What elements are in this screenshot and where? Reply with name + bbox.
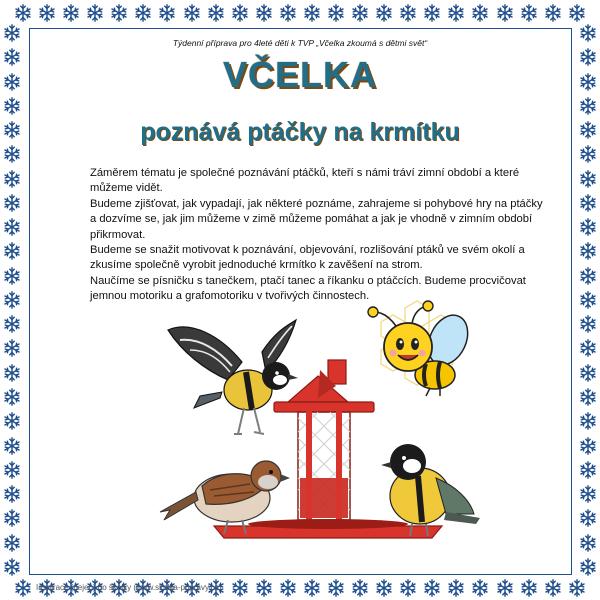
- snowflake-icon: [423, 4, 441, 22]
- snowflake-icon: [255, 579, 273, 597]
- paragraph: Budeme zjišťovat, jak vypadají, jak některé poznáme, zahrajeme si pohybové hry na ptáčky a dozvíme se, jak jim můžeme v zimě můžeme pomáhat a jak je vhodně v zimním období přikrmovat.: [90, 197, 543, 241]
- snowflake-icon: [399, 4, 417, 22]
- snowflake-icon: [3, 170, 21, 188]
- snowflake-icon: [579, 558, 597, 576]
- intro-text: [90, 166, 550, 305]
- snowflake-icon: [496, 4, 514, 22]
- snowflake-icon: [158, 4, 176, 22]
- snowflake-icon: [579, 170, 597, 188]
- snowflake-icon: [3, 388, 21, 406]
- snowflake-icon: [86, 4, 104, 22]
- snowflake-icon: [544, 4, 562, 22]
- snowflake-icon: [38, 4, 56, 22]
- snowflake-icon: [579, 218, 597, 236]
- snowflake-icon: [3, 558, 21, 576]
- snowflake-icon: [544, 579, 562, 597]
- snowflake-icon: [3, 242, 21, 260]
- great-tit-flying-icon: [168, 320, 298, 434]
- snowflake-icon: [3, 485, 21, 503]
- snowflake-icon: [279, 4, 297, 22]
- snowflake-icon: [183, 4, 201, 22]
- snowflake-icon: [423, 579, 441, 597]
- snowflake-icon: [3, 97, 21, 115]
- snowflake-icon: [471, 4, 489, 22]
- snowflake-icon: [3, 461, 21, 479]
- snowflake-icon: [231, 4, 249, 22]
- snowflake-icon: [579, 242, 597, 260]
- snowflake-icon: [579, 364, 597, 382]
- snowflake-icon: [579, 412, 597, 430]
- snowflake-icon: [579, 388, 597, 406]
- snowflake-icon: [351, 4, 369, 22]
- snowflake-icon: [579, 145, 597, 163]
- snowflake-icon: [568, 4, 586, 22]
- snowflake-icon: [3, 267, 21, 285]
- snowflake-icon: [520, 4, 538, 22]
- snowflake-border-right: [577, 24, 599, 576]
- snowflake-icon: [579, 534, 597, 552]
- snowflake-icon: [375, 4, 393, 22]
- snowflake-icon: [279, 579, 297, 597]
- snowflake-icon: [579, 339, 597, 357]
- snowflake-icon: [375, 579, 393, 597]
- snowflake-icon: [579, 97, 597, 115]
- page-subtitle: poznává ptáčky na krmítku: [140, 118, 460, 146]
- snowflake-icon: [3, 412, 21, 430]
- snowflake-icon: [579, 315, 597, 333]
- snowflake-icon: [134, 4, 152, 22]
- snowflake-icon: [3, 291, 21, 309]
- paragraph: Naučíme se písničku s tanečkem, ptačí tanec a říkanku o ptáčcích. Budeme procvičovat jemnou motoriku a grafomotoriku v tvořivých činnostech.: [90, 274, 526, 303]
- snowflake-icon: [3, 145, 21, 163]
- snowflake-icon: [351, 579, 369, 597]
- snowflake-icon: [3, 437, 21, 455]
- page-title: VČELKA: [222, 54, 377, 95]
- snowflake-icon: [399, 579, 417, 597]
- snowflake-icon: [496, 579, 514, 597]
- snowflake-icon: [579, 461, 597, 479]
- snowflake-border-left: [1, 24, 23, 576]
- snowflake-icon: [579, 509, 597, 527]
- snowflake-icon: [3, 509, 21, 527]
- snowflake-icon: [327, 4, 345, 22]
- snowflake-icon: [3, 364, 21, 382]
- snowflake-icon: [3, 534, 21, 552]
- snowflake-icon: [3, 194, 21, 212]
- snowflake-icon: [579, 267, 597, 285]
- snowflake-icon: [579, 485, 597, 503]
- snowflake-border-top: [14, 2, 586, 24]
- snowflake-icon: [14, 4, 32, 22]
- snowflake-icon: [303, 4, 321, 22]
- weekly-plan-caption: Týdenní příprava pro 4leté děti k TVP „Včelka zkoumá s dětmi svět“: [172, 38, 428, 48]
- snowflake-icon: [62, 4, 80, 22]
- paragraph: Budeme se snažit motivovat k poznávání, objevování, rozlišování ptáků ve svém okolí a zkusíme společně vyrobit jednoduché krmítko k zavěšení na strom.: [90, 244, 525, 272]
- snowflake-icon: [568, 579, 586, 597]
- snowflake-icon: [3, 315, 21, 333]
- snowflake-icon: [579, 194, 597, 212]
- snowflake-icon: [447, 4, 465, 22]
- snowflake-icon: [303, 579, 321, 597]
- snowflake-icon: [3, 339, 21, 357]
- bird-feeder-illustration: [150, 300, 480, 568]
- snowflake-icon: [110, 4, 128, 22]
- snowflake-icon: [255, 4, 273, 22]
- snowflake-icon: [207, 4, 225, 22]
- snowflake-icon: [3, 218, 21, 236]
- snowflake-icon: [14, 579, 32, 597]
- paragraph: Záměrem tématu je společné poznávání ptáčků, kteří s námi tráví zimní období a které můžeme vidět.: [90, 167, 520, 195]
- bee-icon: [368, 301, 475, 396]
- snowflake-icon: [471, 579, 489, 597]
- snowflake-icon: [447, 579, 465, 597]
- snowflake-icon: [520, 579, 538, 597]
- snowflake-icon: [579, 437, 597, 455]
- snowflake-icon: [327, 579, 345, 597]
- snowflake-icon: [579, 291, 597, 309]
- footer-credit: Inspirace (nejen) do školky (www.skolka-pripravy.cz): [36, 583, 222, 592]
- snowflake-icon: [231, 579, 249, 597]
